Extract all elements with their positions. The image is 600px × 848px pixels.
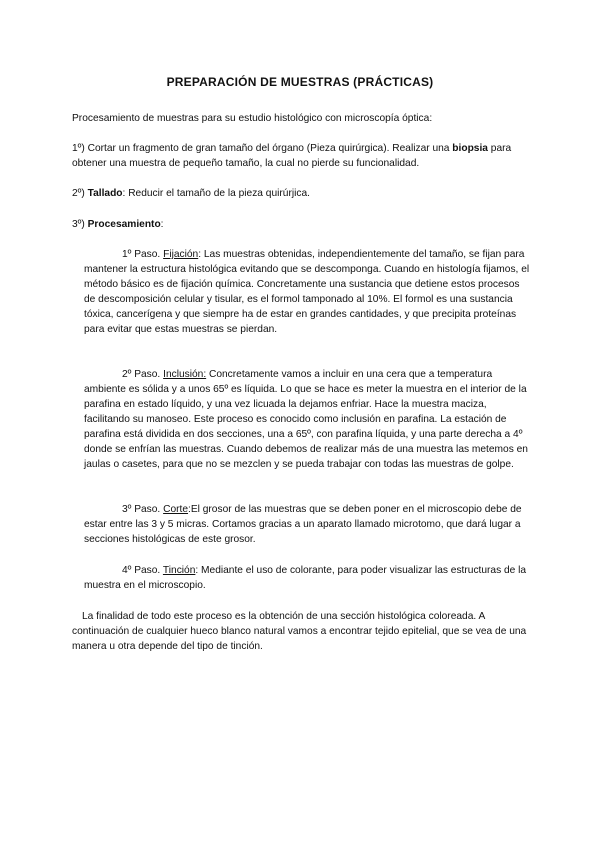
step-4-paragraph: [84, 563, 530, 593]
step-2-term: Inclusión:: [163, 369, 207, 380]
item-2-prefix: 2º): [72, 188, 88, 199]
step-3-term: Corte: [163, 504, 189, 515]
step-1-paragraph: [84, 247, 530, 337]
step-1-prefix: 1º Paso.: [122, 249, 164, 260]
step-4-prefix: 4º Paso.: [122, 565, 163, 576]
intro-paragraph: Procesamiento de muestras para su estudio histológico con microscopía óptica:: [72, 113, 433, 124]
item-2-bold: Tallado: [87, 188, 123, 199]
item-3-bold: Procesamiento: [87, 219, 161, 230]
page-title: PREPARACIÓN DE MUESTRAS (PRÁCTICAS): [166, 75, 434, 89]
step-3-prefix: 3º Paso.: [122, 504, 164, 515]
item-3-paragraph: [72, 217, 534, 232]
step-2-paragraph: [84, 367, 530, 472]
step-3-paragraph: [84, 502, 530, 547]
step-4-term: Tinción: [162, 565, 196, 576]
step-2-prefix: 2º Paso.: [122, 369, 164, 380]
step-2-text: Concretamente vamos a incluir en una cera que a temperatura ambiente es sólida y a unos 65º es líquida. Lo que se hace es meter la muestra en el interior de la parafina en estado líquido, y una vez licuada la dejamos enfriar. Hace la muestra maciza, facilitando su manoseo. Este proceso es conocido como inclusión en parafina. La estación de parafina está dividida en dos secciones, una a 65º, con parafina líquida, y una parte derecha a 4º donde se enfrían las muestras. Cuando debemos de realizar más de una muestra las metemos en jaulas o casetes, para que no se mezclen y se pueda trabajar con todas las muestras de golpe.: [84, 369, 528, 470]
item-3-prefix: 3º): [72, 219, 88, 230]
step-1-term: Fijación: [163, 249, 199, 260]
item-1-paragraph: [72, 141, 534, 171]
item-3-suffix: :: [160, 219, 164, 230]
step-3-text: :El grosor de las muestras que se deben poner en el microscopio debe de estar entre las 3 y 5 micras. Cortamos gracias a un aparato llamado microtomo, que dará lugar a secciones histológicas de este grosor.: [84, 504, 522, 545]
conclusion-paragraph: La finalidad de todo este proceso es la obtención de una sección histológica coloreada. A continuación de cualquier hueco blanco natural vamos a encontrar tejido epitelial, que se vea de una manera u otra depende del tipo de tinción.: [72, 611, 527, 652]
step-1-text: : Las muestras obtenidas, independientemente del tamaño, se fijan para mantener la estructura histológica evitando que se descomponga. Cuando en histología fijamos, el método básico es de fijación química. Concretamente una sustancia que detiene estos procesos de descomposición celular y tisular, es el formol tamponado al 10%. El formol es una sustancia tóxica, cancerígena y que siempre ha de estar en grandes cantidades, y que precipita proteínas para evitar que estas muestras se pierdan.: [84, 249, 530, 335]
item-1-bold: biopsia: [452, 143, 488, 154]
step-4-text: : Mediante el uso de colorante, para poder visualizar las estructuras de la muestra en el microscopio.: [84, 565, 527, 591]
item-1-prefix: 1º) Cortar un fragmento de gran tamaño del órgano (Pieza quirúrgica). Realizar una: [72, 143, 453, 154]
item-2-paragraph: [72, 186, 534, 201]
item-1-suffix: para obtener una muestra de pequeño tamaño, la cual no pierde su funcionalidad.: [72, 143, 512, 169]
item-2-suffix: : Reducir el tamaño de la pieza quirúrjica.: [122, 188, 310, 199]
